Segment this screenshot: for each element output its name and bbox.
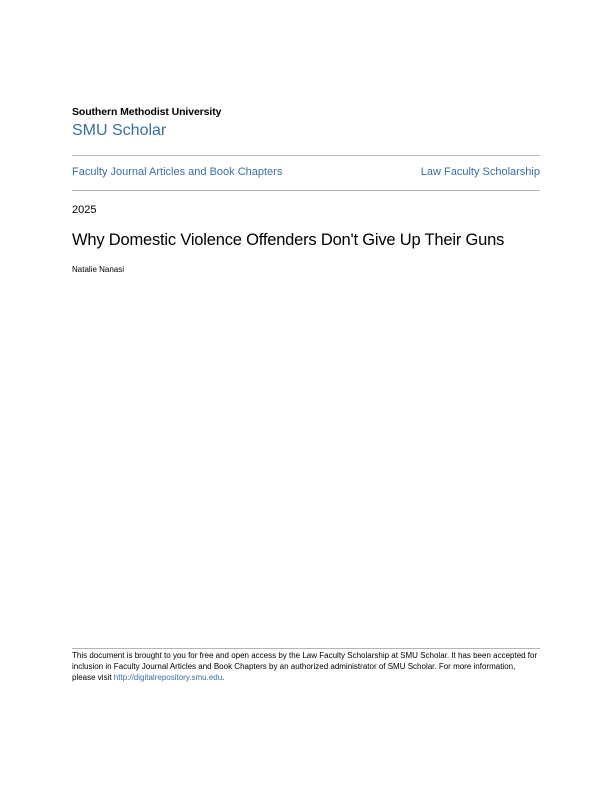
publication-year: 2025: [72, 204, 97, 216]
article-title: Why Domestic Violence Offenders Don't Give Up Their Guns: [72, 231, 505, 249]
author-name: Natalie Nanasi: [72, 265, 125, 274]
collection-link-law-scholarship[interactable]: Law Faculty Scholarship: [420, 166, 540, 178]
institution-name: Southern Methodist University: [72, 106, 222, 118]
collection-link-faculty-articles[interactable]: Faculty Journal Articles and Book Chapters: [72, 166, 283, 178]
access-notice-end: .: [222, 673, 225, 682]
middle-divider: [72, 190, 540, 191]
top-divider: [72, 155, 540, 156]
repository-url-link[interactable]: http://digitalrepository.smu.edu: [113, 673, 223, 682]
access-notice: [72, 650, 540, 683]
access-notice-text: This document is brought to you for free and open access by the Law Faculty Scholarship at SMU Scholar. It has been accepted for inclusion in Faculty Journal Articles and Book Chapters by an authorized administrator of SMU Scholar. For more information, please visit: [72, 651, 538, 682]
footer-divider: [72, 648, 540, 649]
repository-link[interactable]: SMU Scholar: [72, 122, 167, 139]
